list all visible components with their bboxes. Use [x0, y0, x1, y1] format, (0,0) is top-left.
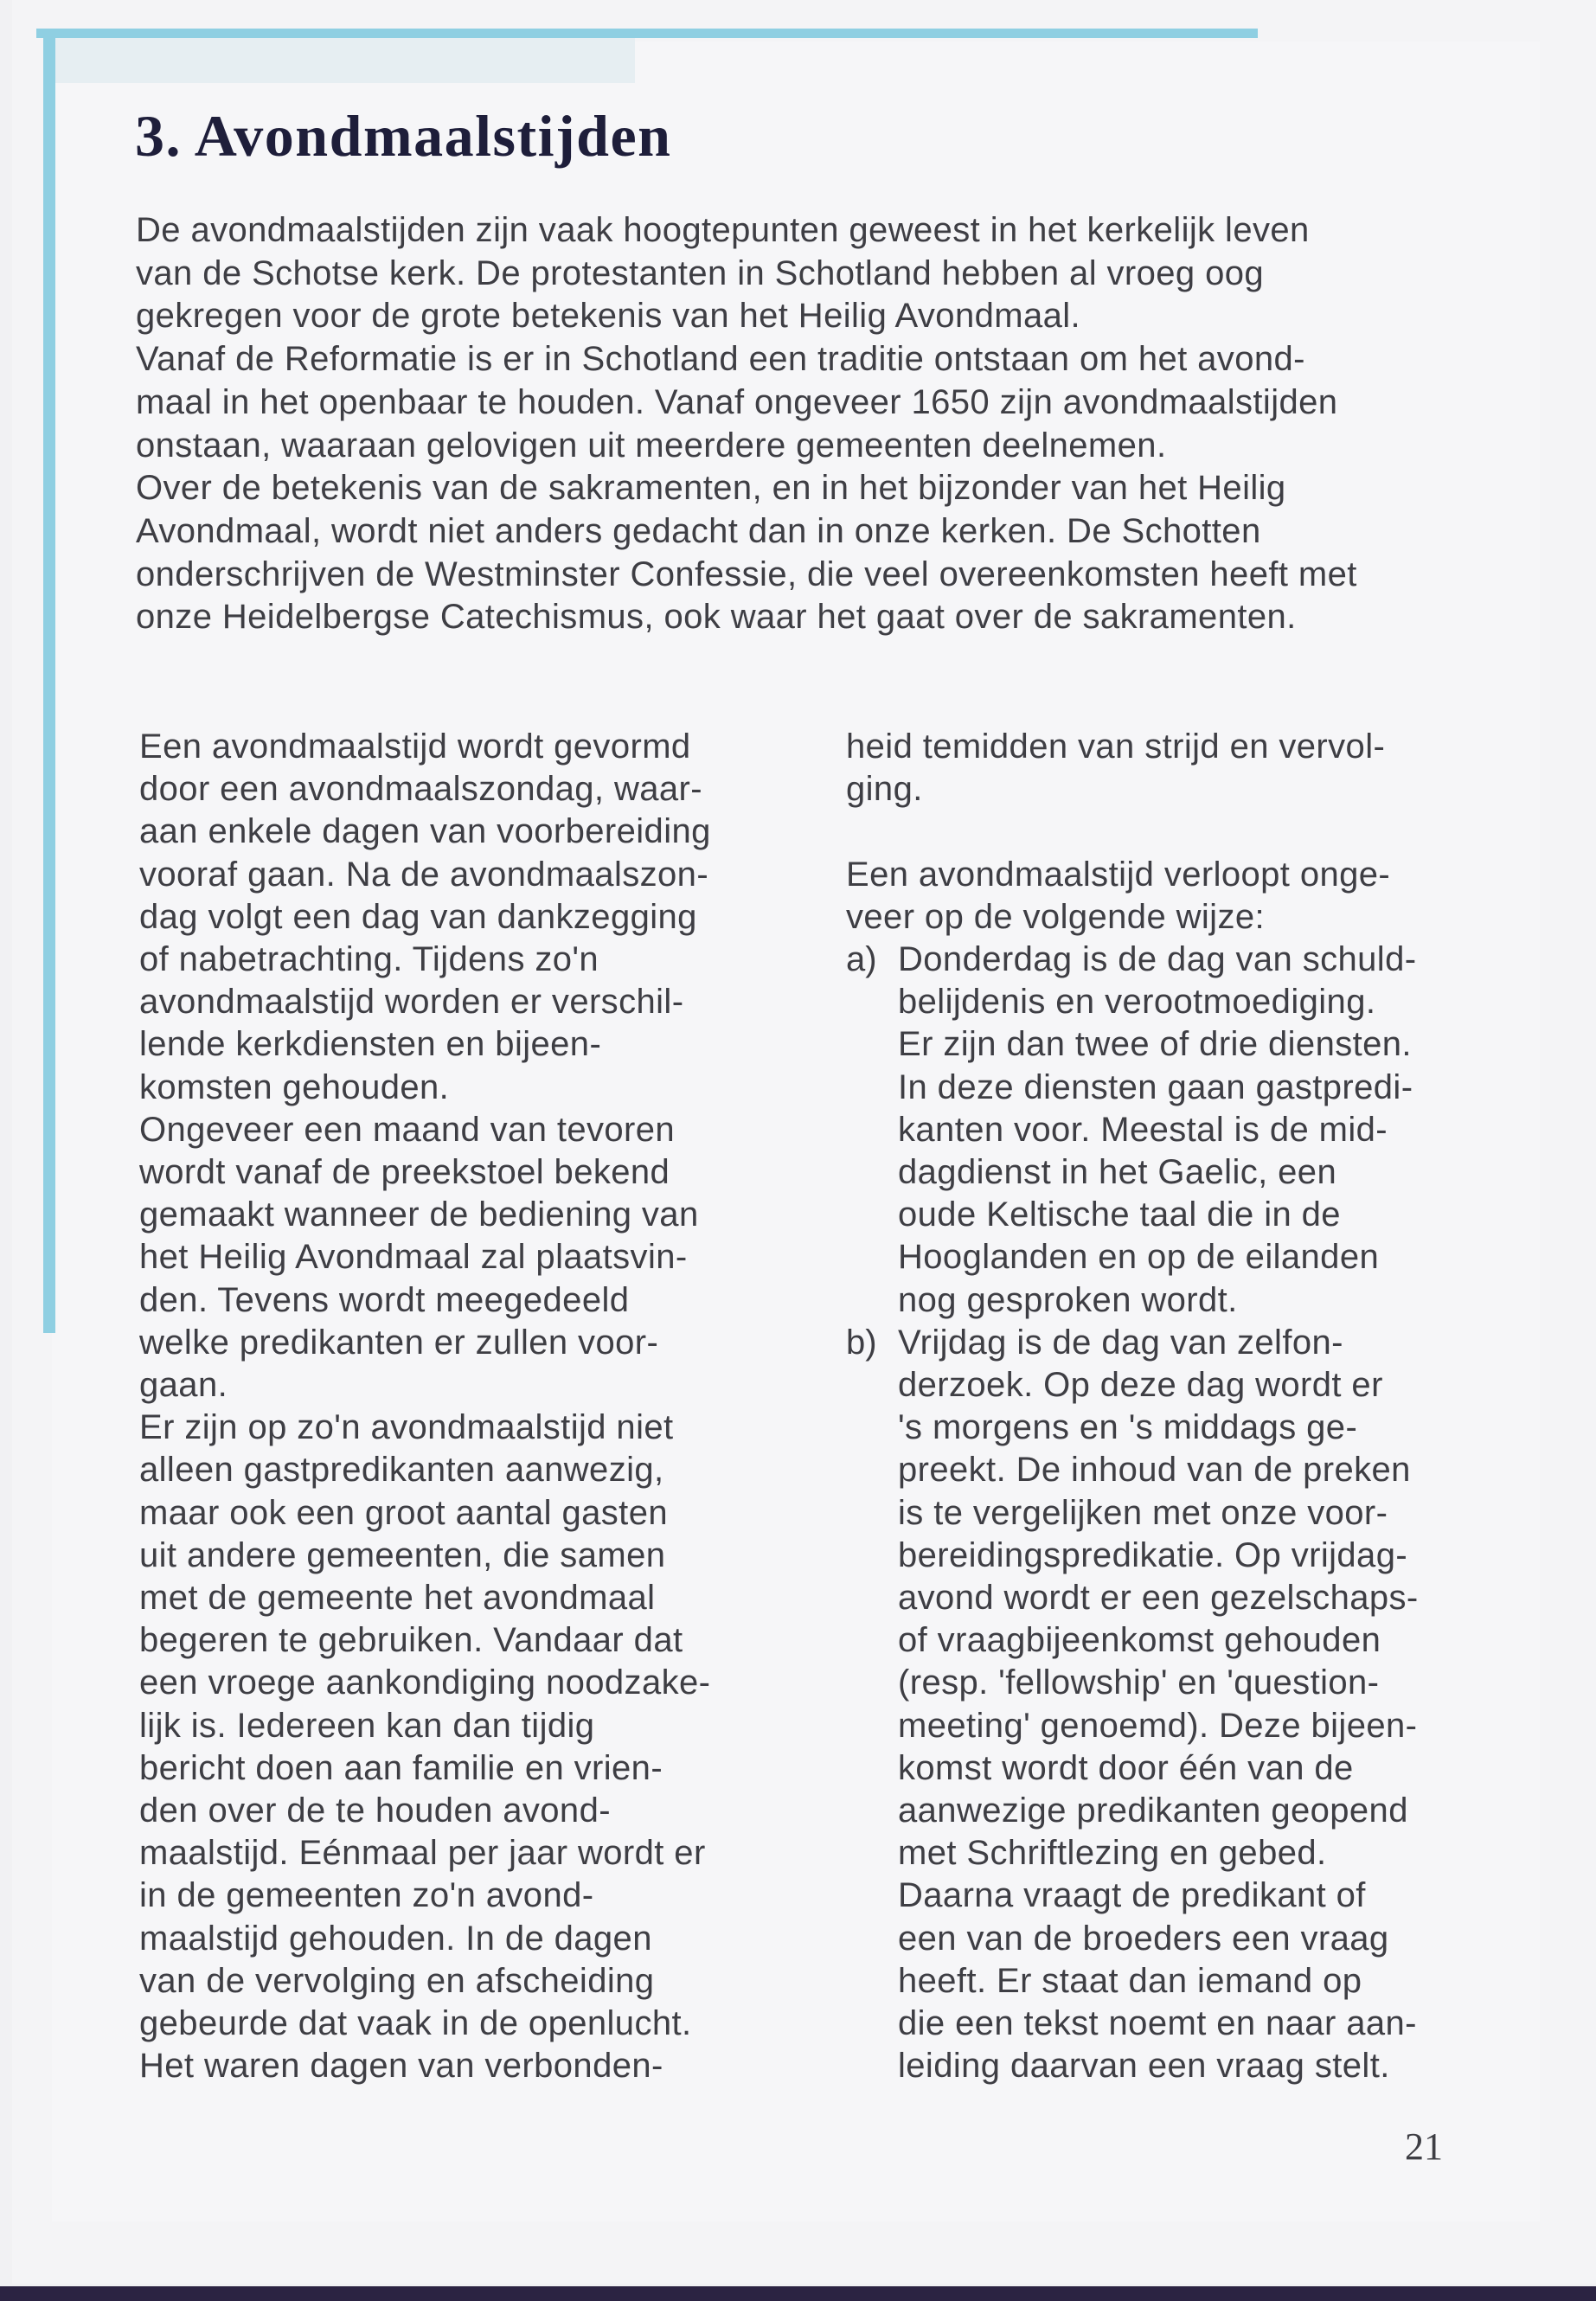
text-line: of nabetrachting. Tijdens zo'n	[139, 940, 599, 978]
list-item-line: die een tekst noemt en naar aan-	[898, 2004, 1417, 2042]
text-line: Het waren dagen van verbonden-	[139, 2047, 663, 2086]
list-item-line: oude Keltische taal die in de	[898, 1195, 1341, 1234]
text-line: onze Heidelbergse Catechismus, ook waar het gaat over de sakramenten.	[136, 598, 1297, 637]
text-line: alleen gastpredikanten aanwezig,	[139, 1451, 664, 1490]
text-line: van de Schotse kerk. De protestanten in Schotland hebben al vroeg oog	[136, 253, 1265, 292]
list-item-line: avond wordt er een gezelschaps-	[898, 1579, 1419, 1617]
text-line: gekregen voor de grote betekenis van het Heilig Avondmaal.	[136, 297, 1081, 336]
text-line: den over de te houden avond-	[139, 1791, 611, 1830]
accent-bar-left	[43, 29, 55, 1333]
text-line: veer op de volgende wijze:	[846, 897, 1266, 936]
text-line: Vanaf de Reformatie is er in Schotland een traditie ontstaan om het avond-	[136, 340, 1305, 379]
list-item-line: Er zijn dan twee of drie diensten.	[898, 1025, 1412, 1064]
text-line: bericht doen aan familie en vrien-	[139, 1748, 663, 1787]
text-line: lijk is. Iedereen kan dan tijdig	[139, 1706, 595, 1745]
list-item-line: Hooglanden en op de eilanden	[898, 1238, 1380, 1277]
text-line: maar ook een groot aantal gasten	[139, 1493, 668, 1532]
list-item-line: leiding daarvan een vraag stelt.	[898, 2047, 1390, 2086]
list-item-line: is te vergelijken met onze voor-	[898, 1493, 1388, 1532]
list-item-line: Donderdag is de dag van schuld-	[898, 940, 1417, 978]
accent-bar-top	[36, 29, 1258, 38]
text-line: een vroege aankondiging noodzake-	[139, 1663, 711, 1702]
list-item-line: met Schriftlezing en gebed.	[898, 1834, 1327, 1873]
list-item-line: aanwezige predikanten geopend	[898, 1791, 1408, 1830]
list-item-line: (resp. 'fellowship' en 'question-	[898, 1663, 1380, 1702]
text-line: ging.	[846, 770, 923, 809]
text-line: begeren te gebruiken. Vandaar dat	[139, 1621, 683, 1660]
list-item-line: een van de broeders een vraag	[898, 1919, 1389, 1958]
text-line: komsten gehouden.	[139, 1067, 450, 1106]
text-line: lende kerkdiensten en bijeen-	[139, 1025, 602, 1064]
chapter-title: 3. Avondmaalstijden	[135, 103, 672, 169]
text-line: gemaakt wanneer de bediening van	[139, 1195, 699, 1234]
text-line: Over de betekenis van de sakramenten, en in het bijzonder van het Heilig	[136, 469, 1286, 508]
list-item-line: dagdienst in het Gaelic, een	[898, 1153, 1337, 1191]
list-item-line: Daarna vraagt de predikant of	[898, 1876, 1366, 1915]
text-line: Er zijn op zo'n avondmaalstijd niet	[139, 1408, 674, 1447]
text-line: aan enkele dagen van voorbereiding	[139, 812, 711, 851]
list-item-line: bereidingspredikatie. Op vrijdag-	[898, 1535, 1408, 1574]
text-line: De avondmaalstijden zijn vaak hoogtepunten geweest in het kerkelijk leven	[136, 211, 1310, 249]
text-line: Een avondmaalstijd verloopt onge-	[846, 855, 1391, 894]
text-line: onderschrijven de Westminster Confessie, die veel overeenkomsten heeft met	[136, 554, 1357, 593]
text-line: uit andere gemeenten, die samen	[139, 1535, 666, 1574]
text-line: door een avondmaalszondag, waar-	[139, 770, 702, 809]
list-item-line: Vrijdag is de dag van zelfon-	[898, 1323, 1343, 1362]
text-line: welke predikanten er zullen voor-	[139, 1323, 659, 1362]
list-marker: a)	[846, 940, 877, 978]
list-item-line: In deze diensten gaan gastpredi-	[898, 1067, 1413, 1106]
list-item-line: heeft. Er staat dan iemand op	[898, 1961, 1362, 2000]
scan-edge	[0, 2286, 1596, 2301]
text-line: maal in het openbaar te houden. Vanaf ongeveer 1650 zijn avondmaalstijden	[136, 382, 1338, 421]
list-item-line: 's morgens en 's middags ge-	[898, 1408, 1358, 1447]
text-line: in de gemeenten zo'n avond-	[139, 1876, 594, 1915]
list-item-line: meeting' genoemd). Deze bijeen-	[898, 1706, 1418, 1745]
text-line: Een avondmaalstijd wordt gevormd	[139, 727, 691, 766]
list-item-line: nog gesproken wordt.	[898, 1280, 1238, 1319]
list-item-line: belijdenis en verootmoediging.	[898, 983, 1376, 1022]
text-line: met de gemeente het avondmaal	[139, 1579, 656, 1617]
text-line: van de vervolging en afscheiding	[139, 1961, 655, 2000]
text-line: maalstijd. Eénmaal per jaar wordt er	[139, 1834, 706, 1873]
text-line: gaan.	[139, 1366, 228, 1404]
list-item-line: komst wordt door één van de	[898, 1748, 1354, 1787]
text-line: heid temidden van strijd en vervol-	[846, 727, 1386, 766]
page-number: 21	[1405, 2125, 1443, 2168]
text-line: avondmaalstijd worden er verschil-	[139, 983, 684, 1022]
text-line: vooraf gaan. Na de avondmaalszon-	[139, 855, 709, 894]
header-tint	[55, 38, 635, 83]
text-line: dag volgt een dag van dankzegging	[139, 897, 697, 936]
list-item-line: of vraagbijeenkomst gehouden	[898, 1621, 1381, 1660]
text-line: het Heilig Avondmaal zal plaatsvin-	[139, 1238, 688, 1277]
text-line: gebeurde dat vaak in de openlucht.	[139, 2004, 692, 2042]
text-line: Ongeveer een maand van tevoren	[139, 1110, 676, 1149]
text-line: Avondmaal, wordt niet anders gedacht dan in onze kerken. De Schotten	[136, 511, 1261, 550]
text-line: den. Tevens wordt meegedeeld	[139, 1280, 630, 1319]
list-item-line: kanten voor. Meestal is de mid-	[898, 1110, 1388, 1149]
text-line: maalstijd gehouden. In de dagen	[139, 1919, 652, 1958]
text-line: onstaan, waaraan gelovigen uit meerdere gemeenten deelnemen.	[136, 426, 1167, 465]
list-item-line: preekt. De inhoud van de preken	[898, 1451, 1411, 1490]
text-line: wordt vanaf de preekstoel bekend	[139, 1153, 670, 1191]
list-item-line: derzoek. Op deze dag wordt er	[898, 1366, 1383, 1404]
list-marker: b)	[846, 1323, 877, 1362]
